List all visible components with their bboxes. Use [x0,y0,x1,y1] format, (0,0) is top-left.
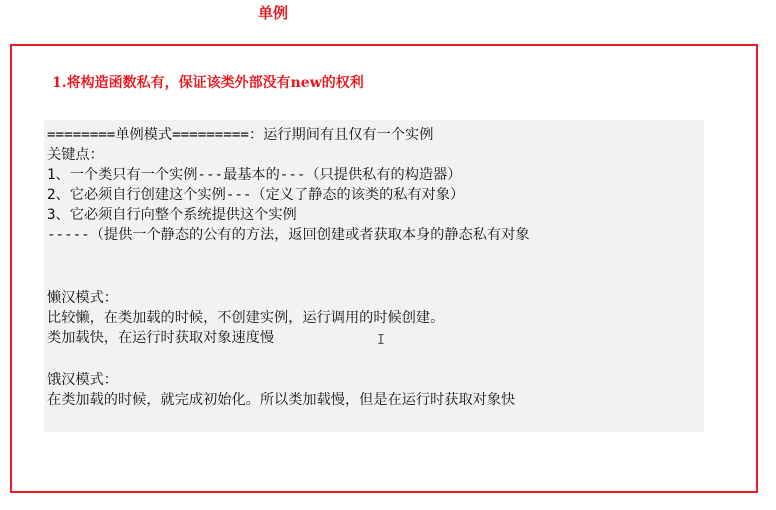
content-line-point-2: 2、它必须自行创建这个实例---（定义了静态的该类的私有对象） [47,187,465,203]
content-line-lazy-title: 懒汉模式： [47,290,118,306]
annotation-note: 1.将构造函数私有，保证该类外部没有new的权利 [52,75,364,91]
content-line-eager-title: 饿汉模式： [47,372,118,388]
content-line-point-3-detail: -----（提供一个静态的公有的方法，返回创建或者获取本身的静态私有对象 [47,227,530,243]
content-panel [44,120,704,432]
content-line-point-1: 1、一个类只有一个实例---最基本的---（只提供私有的构造器） [47,167,462,183]
content-line-lazy-perf: 类加载快，在运行时获取对象速度慢 [47,330,275,346]
content-line-lazy-desc: 比较懒，在类加载的时候，不创建实例，运行调用的时候创建。 [47,310,445,326]
text-cursor-icon: I [377,333,385,348]
content-line-point-3: 3、它必须自行向整个系统提供这个实例 [47,207,297,223]
content-line-eager-desc: 在类加载的时候，就完成初始化。所以类加载慢，但是在运行时获取对象快 [47,392,516,408]
page-title: 单例 [258,4,289,22]
content-line-definition: ========单例模式=========：运行期间有且仅有一个实例 [47,127,434,143]
content-line-keypoints: 关键点： [47,147,104,163]
